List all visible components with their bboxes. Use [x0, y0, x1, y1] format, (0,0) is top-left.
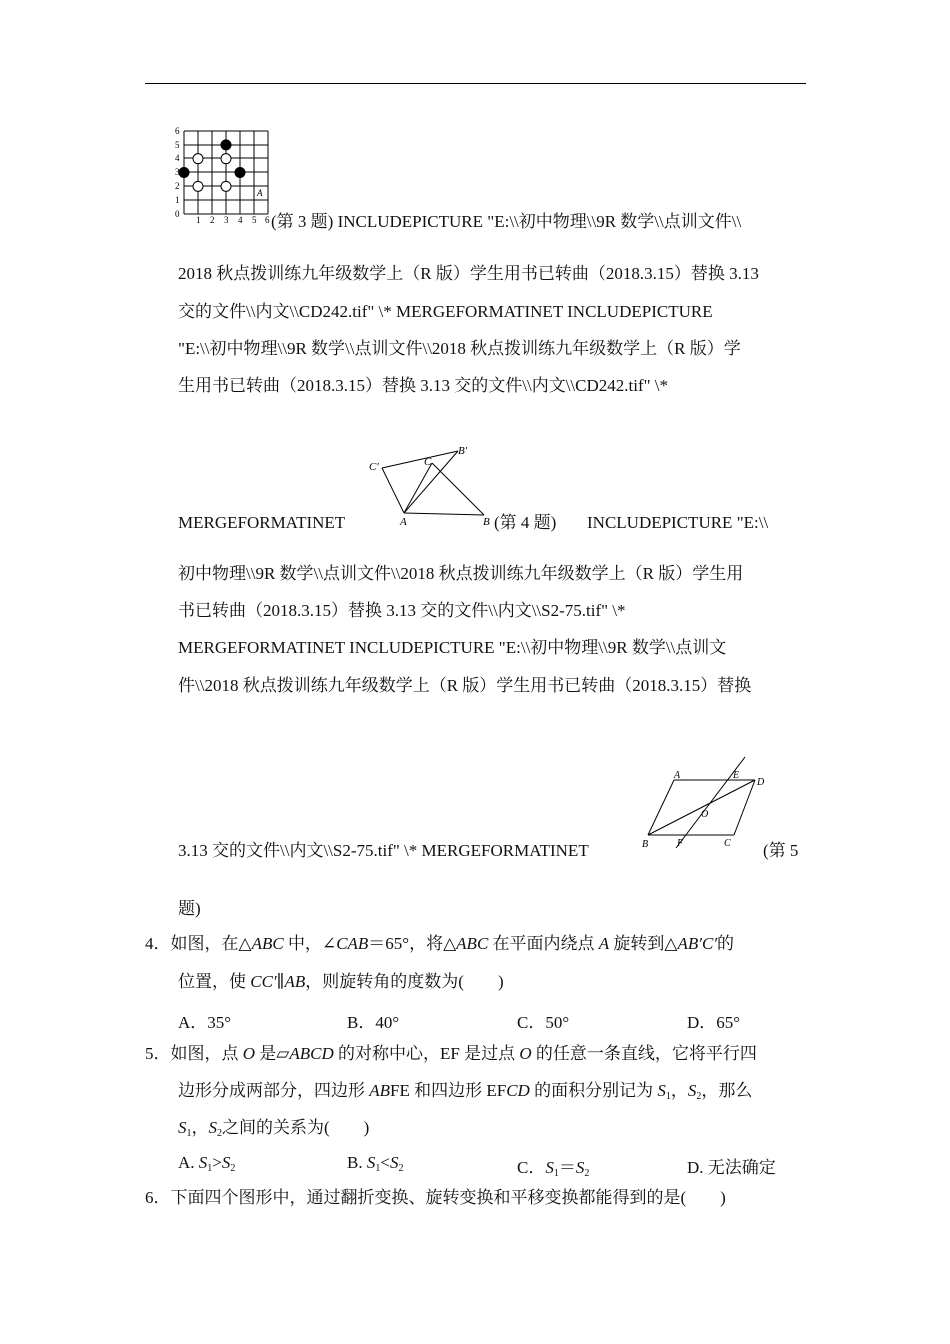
tick-x5: 5: [252, 215, 257, 224]
tick-0: 0: [175, 209, 180, 219]
q5-sub: 2: [696, 1091, 702, 1102]
label-c: C: [424, 456, 432, 468]
q4-text: ，则旋转角的度数为( ): [305, 972, 504, 991]
fig3-caption: (第 3 题): [271, 212, 334, 231]
q4-text: 的: [717, 934, 735, 953]
tick-y4: 4: [175, 153, 180, 163]
include-line-9: MERGEFORMATINET INCLUDEPICTURE "E:\\初中物理\\9R 数学\\点训文: [178, 638, 727, 657]
white-stone: [221, 154, 231, 164]
q5-text: 边形分成两部分，四边形: [178, 1081, 370, 1100]
tick-y5: 5: [175, 140, 180, 150]
q5-op: >: [212, 1153, 222, 1172]
question-6: 6．下面四个图形中，通过翻折变换、旋转变换和平移变换都能得到的是( ): [145, 1188, 726, 1207]
q5-s: S: [178, 1118, 187, 1137]
include-line-6a: MERGEFORMATINET: [178, 513, 346, 532]
q4-ab: AB: [284, 972, 306, 991]
q5-option-d[interactable]: D. 无法确定: [687, 1158, 776, 1177]
tick-y1: 1: [175, 195, 180, 205]
q4-parallel: ∥: [276, 972, 285, 991]
q5-s: S: [657, 1081, 666, 1100]
label-a5: A: [674, 770, 681, 781]
q4-option-d[interactable]: D．65°: [687, 1013, 741, 1032]
q5-option-a[interactable]: [178, 1153, 235, 1174]
q5-text: 是▱: [255, 1044, 290, 1063]
fig5-caption-end: 题): [178, 899, 201, 918]
q5-s: S: [221, 1153, 231, 1172]
q5-text: 的任意一条直线，它将平行四: [531, 1044, 757, 1063]
question-5-line-3: [178, 1118, 369, 1144]
include-line-1: INCLUDEPICTURE "E:\\初中物理\\9R 数学\\点训文件\\: [337, 212, 742, 231]
q5-s: S: [575, 1158, 585, 1177]
white-stone: [221, 181, 231, 191]
q5-cd: CD: [506, 1081, 530, 1100]
q5-abcd: ABCD: [289, 1044, 334, 1063]
q5-text: ，那么: [701, 1081, 753, 1100]
q5-sub: 1: [207, 1163, 213, 1174]
label-b: B: [483, 516, 490, 528]
q5-s: S: [208, 1118, 217, 1137]
q5-op: ＝: [558, 1158, 576, 1177]
label-c-prime: C′: [369, 461, 379, 473]
tick-y6: 6: [175, 126, 180, 136]
figure-q4-triangles: [366, 443, 496, 533]
label-b-prime: B′: [458, 445, 468, 457]
include-line-3: 交的文件\\内文\\CD242.tif" \* MERGEFORMATINET INCLUDEPICTURE: [178, 302, 713, 321]
q5-text: 的对称中心，EF 是过点: [333, 1044, 520, 1063]
q5-text: 之间的关系为( ): [222, 1118, 370, 1137]
q5-opt-label: C．: [517, 1158, 546, 1177]
question-5-line-1: [145, 1044, 757, 1064]
include-line-5: 生用书已转曲（2018.3.15）替换 3.13 交的文件\\内文\\CD242.tif" \*: [178, 376, 669, 395]
question-5-line-2: [178, 1081, 752, 1107]
q5-text: 5．如图，点: [145, 1044, 243, 1063]
label-d: D: [757, 777, 765, 788]
q5-sub: 2: [230, 1163, 236, 1174]
include-line-8: 书已转曲（2018.3.15）替换 3.13 交的文件\\内文\\S2-75.tif" \*: [178, 601, 626, 620]
q4-text: ＝65°，将△: [368, 934, 457, 953]
label-f: F: [677, 838, 684, 849]
fig5-caption: (第 5: [763, 841, 799, 860]
q5-sub: 1: [665, 1091, 671, 1102]
q5-text: ，: [670, 1081, 688, 1100]
q5-option-c[interactable]: [517, 1153, 589, 1179]
black-stone: [235, 168, 245, 178]
q4-option-a[interactable]: A．35°: [178, 1013, 232, 1032]
label-o: O: [701, 809, 709, 820]
figure-q5-parallelogram: [638, 752, 768, 850]
include-line-4: "E:\\初中物理\\9R 数学\\点训文件\\2018 秋点拨训练九年级数学上（R 版）学: [178, 339, 741, 358]
q4-text: 中，∠: [283, 934, 337, 953]
tick-x1: 1: [196, 215, 201, 224]
q4-abc: ABC: [251, 934, 284, 953]
figure-q3-grid: [172, 124, 272, 224]
q5-sub: 1: [186, 1128, 192, 1139]
fig4-caption: (第 4 题): [494, 513, 557, 532]
tick-y3: 3: [175, 167, 180, 177]
q5-s: S: [545, 1158, 554, 1177]
q4-abc: ABC: [456, 934, 489, 953]
include-line-10: 件\\2018 秋点拨训练九年级数学上（R 版）学生用书已转曲（2018.3.15）替换: [178, 676, 752, 695]
q4-cab: CAB: [336, 934, 369, 953]
q5-op: <: [380, 1153, 390, 1172]
q5-sub: 2: [217, 1128, 222, 1139]
label-c5: C: [724, 838, 731, 849]
label-a: A: [400, 516, 407, 528]
q4-option-c[interactable]: C．50°: [517, 1013, 570, 1032]
q5-s: S: [366, 1153, 376, 1172]
label-b5: B: [642, 839, 649, 850]
q4-option-b[interactable]: B．40°: [347, 1013, 400, 1032]
include-line-11: 3.13 交的文件\\内文\\S2-75.tif" \* MERGEFORMATINET: [178, 841, 589, 860]
white-stone: [193, 181, 203, 191]
q4-cc-prime: CC′: [250, 972, 277, 991]
q5-s: S: [389, 1153, 399, 1172]
q4-text: 4．如图，在△: [145, 934, 252, 953]
q5-s: S: [687, 1081, 697, 1100]
q5-opt-label: B.: [347, 1153, 367, 1172]
question-4-line-1: [145, 934, 734, 954]
q4-text: 旋转到△: [609, 934, 678, 953]
include-line-6c: INCLUDEPICTURE "E:\\: [587, 513, 769, 532]
black-stone: [221, 140, 231, 150]
label-e: E: [733, 770, 740, 781]
white-stone: [193, 154, 203, 164]
q4-text: 在平面内绕点: [488, 934, 599, 953]
q5-sub: 2: [398, 1163, 404, 1174]
include-line-2: 2018 秋点拨训练九年级数学上（R 版）学生用书已转曲（2018.3.15）替换 3.13: [178, 264, 759, 283]
q5-text: 的面积分别记为: [529, 1081, 658, 1100]
q4-text: 位置，使: [178, 972, 251, 991]
q5-option-b[interactable]: [347, 1153, 403, 1174]
q5-opt-label: A.: [178, 1153, 199, 1172]
include-line-7: 初中物理\\9R 数学\\点训文件\\2018 秋点拨训练九年级数学上（R 版）学生用: [178, 564, 744, 583]
point-a-label: A: [257, 188, 263, 198]
q5-o: O: [242, 1044, 256, 1063]
tick-x3: 3: [224, 215, 229, 224]
q4-abc-prime: AB′C′: [677, 934, 718, 953]
q5-o: O: [519, 1044, 532, 1063]
header-rule: [145, 83, 806, 84]
q5-sub: 2: [584, 1168, 590, 1179]
tick-x4: 4: [238, 215, 243, 224]
tick-y2: 2: [175, 181, 180, 191]
question-4-line-2: [178, 972, 504, 992]
q5-text: ，: [191, 1118, 209, 1137]
fig4-caption-line: [178, 513, 345, 533]
tick-x6: 6: [265, 215, 270, 224]
q5-sub: 1: [553, 1168, 559, 1179]
black-stone: [179, 168, 189, 178]
q5-sub: 1: [375, 1163, 381, 1174]
q5-ab: AB: [369, 1081, 391, 1100]
fig3-caption-line: [271, 212, 741, 232]
q5-text: FE 和四边形 EF: [390, 1081, 507, 1100]
q5-s: S: [198, 1153, 208, 1172]
tick-x2: 2: [210, 215, 215, 224]
q4-point-a: A: [598, 934, 610, 953]
